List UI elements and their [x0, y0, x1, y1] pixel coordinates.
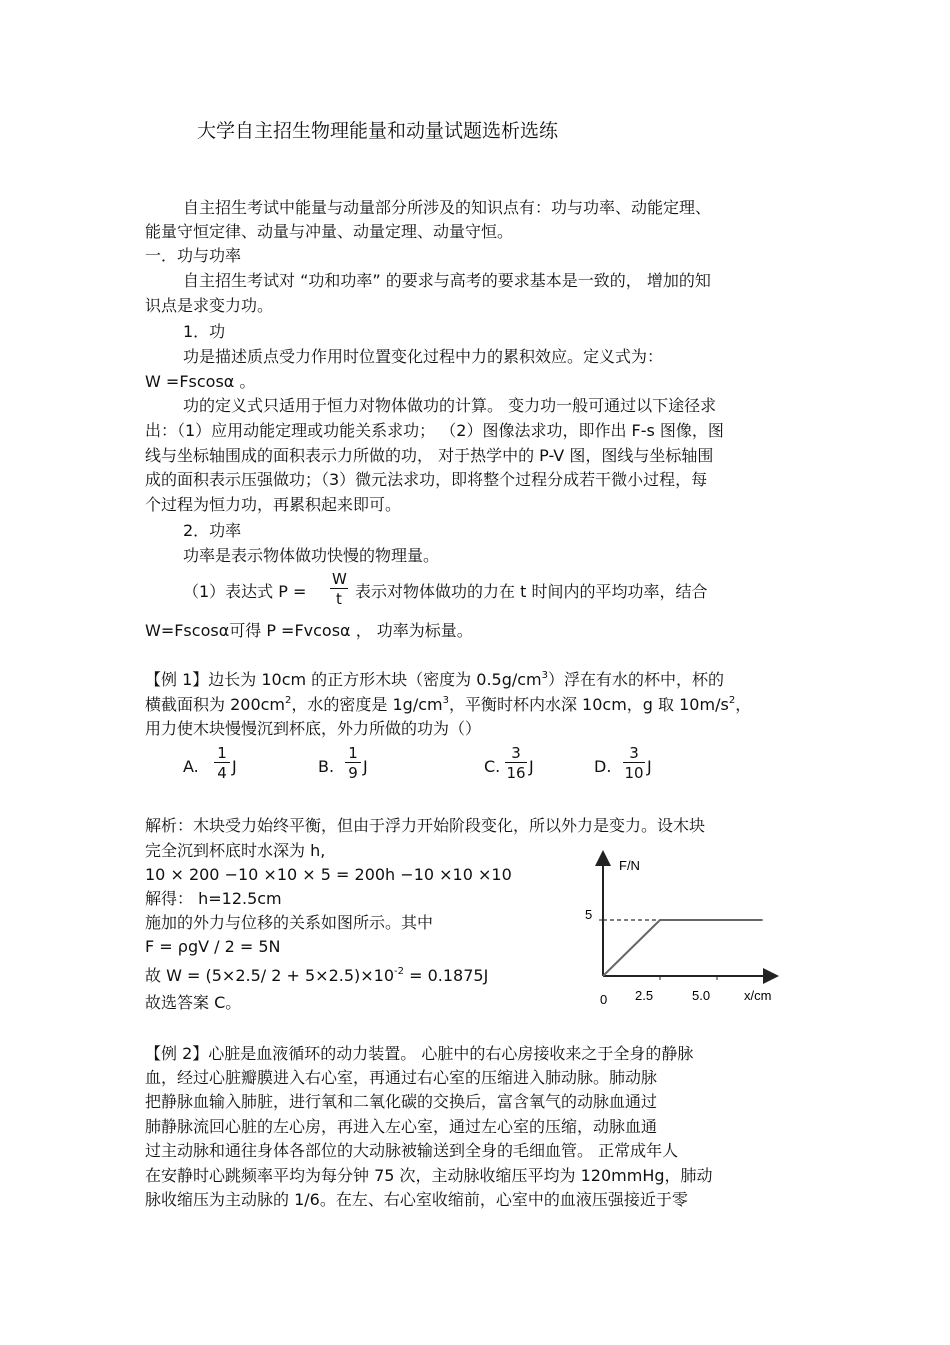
option-c-fraction: [505, 745, 527, 781]
option-a-denominator: 4: [217, 764, 227, 782]
example1-line1-b: ）浮在有水的杯中，杯的: [548, 670, 725, 689]
subheading-work: 1．功: [183, 322, 226, 341]
option-a-label: A.: [183, 757, 199, 776]
section1-para1-line1: 自主招生考试对 “功和功率” 的要求与高考的要求基本是一致的， 增加的知: [183, 271, 711, 290]
solution1-line5: 施加的外力与位移的关系如图所示。其中: [145, 913, 434, 932]
example1-line1: [145, 670, 724, 690]
fraction-bar: [330, 588, 348, 589]
power-fraction-numerator: W: [332, 570, 347, 588]
example1-line1-sup: 3: [541, 670, 549, 681]
page-title: 大学自主招生物理能量和动量试题选析选练: [197, 120, 559, 142]
solution1-line1: 解析：木块受力始终平衡，但由于浮力开始阶段变化，所以外力是变力。设木块: [145, 816, 706, 835]
power-fraction: [330, 571, 348, 607]
option-d-fraction: [623, 745, 645, 781]
solution1-force-formula: F = ρgV / 2 = 5N: [145, 937, 281, 956]
example1-line2-sup3: 2: [728, 695, 736, 706]
section1-para2-line2: 出：（1）应用动能定理或功能关系求功； （2）图像法求功，即作出 F-s 图像，图: [145, 421, 724, 440]
example2-line6: 在安静时心跳频率平均为每分钟 75 次，主动脉收缩压平均为 120mmHg，肺动: [145, 1166, 713, 1185]
option-a-fraction: [214, 745, 230, 781]
power-fraction-denominator: t: [336, 590, 342, 608]
solution1-equation: 10 × 200 −10 ×10 × 5 = 200h −10 ×10 ×10: [145, 865, 512, 884]
section1-para1-line2: 识点是求变力功。: [145, 296, 274, 315]
example1-line2-b: ，水的密度是 1g/cm: [291, 695, 443, 714]
section1-para2-line4: 成的面积表示压强做功；（3）微元法求功，即将整个过程分成若干微小过程，每: [145, 470, 708, 489]
power-expression-line2: W=Fscosα可得 P =Fvcosα ， 功率为标量。: [145, 621, 473, 640]
solution1-work-formula: [145, 966, 488, 986]
solution1-line2: 完全沉到杯底时水深为 h,: [145, 841, 326, 860]
solution1-work-formula-sup: -2: [394, 966, 405, 977]
y-tick-label-5: 5: [585, 907, 593, 922]
example1-line2: [145, 695, 751, 715]
option-c-denominator: 16: [506, 764, 526, 782]
example2-line1: 【例 2】心脏是血液循环的动力装置。 心脏中的右心房接收来之于全身的静脉: [145, 1044, 694, 1063]
option-d-denominator: 10: [624, 764, 644, 782]
example1-line2-sup1: 2: [285, 695, 292, 706]
example1-line2-a: 横截面积为 200cm: [145, 695, 286, 714]
power-expression-suffix: 表示对物体做功的力在 t 时间内的平均功率，结合: [355, 582, 708, 601]
solution1-result-h: 解得： h=12.5cm: [145, 889, 282, 908]
section-heading-work-power: 一．功与功率: [145, 246, 242, 265]
fraction-bar: [505, 762, 527, 763]
work-formula: W =Fscosα 。: [145, 372, 256, 391]
solution1-work-formula-a: 故 W = (5×2.5/ 2 + 5×2.5)×10: [145, 966, 395, 985]
origin-label: 0: [600, 992, 608, 1007]
power-definition: 功率是表示物体做功快慢的物理量。: [183, 546, 440, 565]
option-d-numerator: 3: [629, 744, 639, 762]
force-displacement-chart: [575, 848, 790, 1008]
fraction-bar: [345, 762, 361, 763]
intro-line-2: 能量守恒定律、动量与冲量、动量定理、动量守恒。: [145, 222, 514, 241]
option-c-label: C.: [484, 757, 501, 776]
work-definition: 功是描述质点受力作用时位置变化过程中力的累积效应。定义式为：: [183, 347, 664, 366]
option-c-numerator: 3: [511, 744, 521, 762]
x-tick-label-2.5: 2.5: [635, 988, 654, 1003]
example2-line4: 肺静脉流回心脏的左心房，再进入左心室，通过左心室的压缩，动脉血通: [145, 1117, 658, 1136]
option-a-numerator: 1: [217, 744, 227, 762]
intro-line-1: 自主招生考试中能量与动量部分所涉及的知识点有：功与功率、动能定理、: [183, 198, 712, 217]
power-expression-prefix: （1）表达式 P =: [183, 582, 307, 601]
example1-line1-a: 【例 1】边长为 10cm 的正方形木块（密度为 0.5g/cm: [145, 670, 542, 689]
solution1-work-formula-b: = 0.1875J: [404, 966, 489, 985]
example2-line7: 脉收缩压为主动脉的 1/6。在左、右心室收缩前，心室中的血液压强接近于零: [145, 1190, 688, 1209]
x-tick-label-5.0: 5.0: [692, 988, 711, 1003]
option-c-unit: J: [529, 757, 534, 776]
example2-line5: 过主动脉和通往身体各部位的大动脉被输送到全身的毛细血管。 正常成年人: [145, 1141, 679, 1160]
solution1-answer: 故选答案 C。: [145, 993, 242, 1012]
y-axis-label: F/N: [619, 858, 640, 873]
section1-para2-line3: 线与坐标轴围成的面积表示力所做的功， 对于热学中的 P-V 图，图线与坐标轴围: [145, 446, 714, 465]
example1-line2-c: ，平衡时杯内水深 10cm，g 取 10m/s: [448, 695, 729, 714]
fraction-bar: [214, 762, 230, 763]
x-axis-label: x/cm: [744, 988, 772, 1003]
section1-para2-line1: 功的定义式只适用于恒力对物体做功的计算。 变力功一般可通过以下途径求: [183, 396, 717, 415]
option-a-unit: J: [232, 757, 237, 776]
section1-para2-line5: 个过程为恒力功，再累积起来即可。: [145, 495, 402, 514]
subheading-power: 2．功率: [183, 521, 242, 540]
force-series-line: [603, 920, 763, 976]
option-b-unit: J: [363, 757, 368, 776]
example2-line3: 把静脉血输入肺脏，进行氧和二氧化碳的交换后，富含氧气的动脉血通过: [145, 1092, 658, 1111]
option-d-unit: J: [647, 757, 652, 776]
example2-line2: 血，经过心脏瓣膜进入右心室，再通过右心室的压缩进入肺动脉。肺动脉: [145, 1068, 658, 1087]
option-b-denominator: 9: [348, 764, 358, 782]
example1-line3: 用力使木块慢慢沉到杯底，外力所做的功为（）: [145, 719, 482, 738]
example1-line2-sup2: 3: [442, 695, 449, 706]
option-b-fraction: [345, 745, 361, 781]
option-d-label: D.: [594, 757, 612, 776]
option-b-label: B.: [318, 757, 335, 776]
option-b-numerator: 1: [348, 744, 358, 762]
fraction-bar: [623, 762, 645, 763]
example1-line2-d: ，: [735, 695, 752, 714]
